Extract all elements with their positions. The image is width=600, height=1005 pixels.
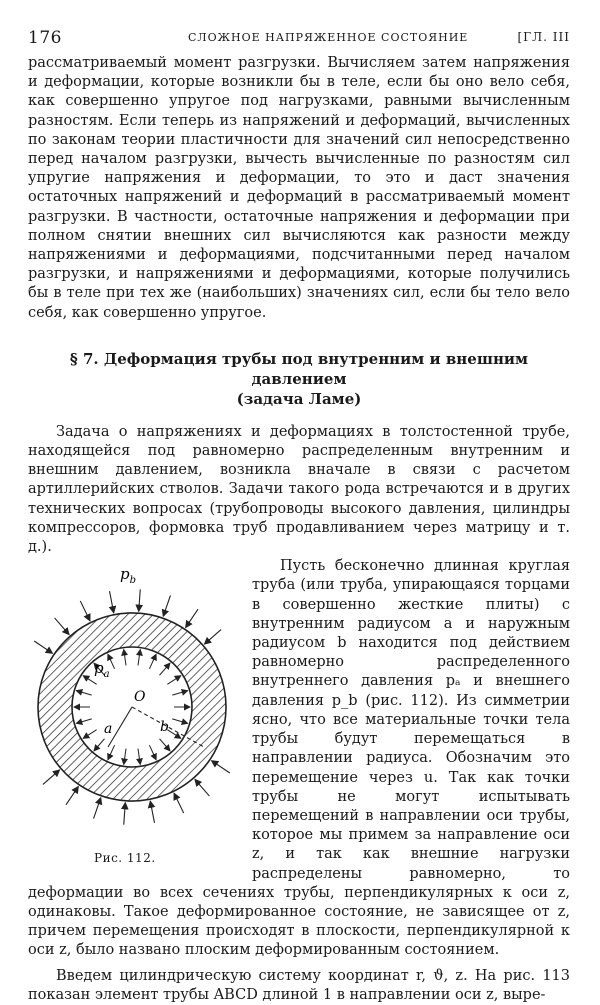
external-pressure-arrow [94, 798, 101, 819]
external-pressure-arrow [43, 770, 60, 784]
label-pb: $p_b$ [120, 565, 137, 587]
internal-pressure-arrow [76, 691, 91, 696]
internal-pressure-arrow [76, 719, 91, 724]
label-center-o: O [134, 689, 146, 706]
figure-caption: Рис. 112. [94, 851, 156, 866]
figure-112-drawing [28, 561, 240, 851]
internal-pressure-arrow [124, 749, 126, 765]
external-pressure-arrow [195, 780, 209, 797]
external-pressure-arrow [163, 596, 170, 617]
external-pressure-arrow [66, 787, 78, 805]
running-title: СЛОЖНОЕ НАПРЯЖЕННОЕ СОСТОЯНИЕ [188, 31, 469, 44]
internal-pressure-arrow [108, 745, 115, 760]
section-heading [28, 349, 570, 409]
external-pressure-arrow [174, 794, 184, 814]
internal-pressure-arrow [108, 655, 115, 670]
intro-paragraph: рассматриваемый момент разгрузки. Вычисляем затем напряжения и деформации, которые возникли бы в теле, если бы оно вело себя, как совершенно упругое под нагрузками, равными вычисленным разностям. Если теперь из напряжений и деформаций, вычисленных по законам теории пластичности для значений сил непосредственно перед началом разгрузки, вычесть вычисленные по разностям сил упругие напряжения и деформации, то это и даст значения остаточных напряжений и деформаций в рассматриваемый момент разгрузки. В частности, остаточные напряжения и деформации при полном снятии внешних сил вычисляются как разности между напряжениями и деформациями, подсчитанными перед началом разгрузки, и напряжениями и деформациями, которые получились бы в теле при тех же (наибольших) значениях сил, если бы тело вело себя, как совершенно упругое. [28, 55, 570, 321]
internal-pressure-arrow [160, 739, 170, 751]
page-number: 176 [28, 28, 62, 48]
external-pressure-arrow [55, 618, 69, 635]
paragraph-problem-statement: Пусть бесконечно длинная круглая труба (или труба, упирающаяся торцами в совершенно жесткие плиты) с внутренним радиусом a и наружным радиусом b находится под действием равномерно распределенного внутреннего давления pₐ и внешнего давления p_b (рис. 112). Из симметрии ясно, что все материальные точки тела трубы будут перемещаться в направлении радиуса. Обозначим это перемещение через u. Так как точки трубы не могут испытывать перемещений в направлении оси трубы, которое мы примем за направление оси z, и так как внешние нагрузки распределены равномерно, то деформации во всех сечениях трубы, перпендикулярных к оси z, одинаковы. Такое деформированное состояние, не зависящее от z, причем перемещения происходят в плоскости, перпендикулярной к оси z, было названо плоским деформированным состоянием. [28, 558, 570, 959]
label-pa: $p_a$ [94, 659, 110, 681]
external-pressure-arrow [139, 590, 141, 612]
chapter-label: [ГЛ. III [517, 30, 570, 44]
label-radius-a: a [104, 721, 113, 738]
external-pressure-arrow [204, 630, 221, 644]
paragraph-coordinates: Введем цилиндрическую систему координат r, ϑ, z. На рис. 113 показан элемент трубы ABCD длиной 1 в направлении оси z, выре- [28, 967, 570, 1003]
external-pressure-arrow [186, 609, 198, 627]
internal-pressure-arrow [167, 730, 180, 739]
external-pressure-arrow [80, 601, 90, 621]
label-radius-b: b [160, 719, 169, 736]
external-pressure-arrow [124, 803, 126, 825]
internal-pressure-arrow [172, 719, 187, 724]
external-pressure-arrow [110, 591, 114, 613]
section-title-line1: § 7. Деформация трубы под внутренним и внешним давлением [69, 349, 529, 388]
figure-112 [28, 561, 240, 873]
external-pressure-arrow [212, 761, 230, 773]
internal-pressure-arrow [149, 655, 156, 670]
internal-pressure-arrow [172, 691, 187, 696]
section-title-line2: (задача Ламе) [236, 389, 362, 408]
external-pressure-arrow [34, 641, 52, 653]
book-page [28, 28, 570, 1005]
internal-pressure-arrow [138, 749, 140, 765]
internal-pressure-arrow [160, 663, 170, 675]
internal-pressure-arrow [138, 650, 140, 666]
internal-pressure-arrow [83, 730, 96, 739]
paragraph-lame-intro: Задача о напряжениях и деформациях в толстостенной трубе, находящейся под равномерно распределенным внутренним и внешним давлением, возникла вначале в связи с расчетом артиллерийских стволов. Задачи такого рода встречаются и в других технических вопросах (трубопроводы высокого давления, цилиндры компрессоров, формовка труб продавливанием через матрицу и т. д.). [28, 423, 570, 556]
internal-pressure-arrow [124, 650, 126, 666]
external-pressure-arrow [150, 802, 154, 824]
internal-pressure-arrow [94, 739, 104, 751]
internal-pressure-arrow [149, 745, 156, 760]
page-header [28, 28, 570, 54]
internal-pressure-arrow [167, 676, 180, 685]
